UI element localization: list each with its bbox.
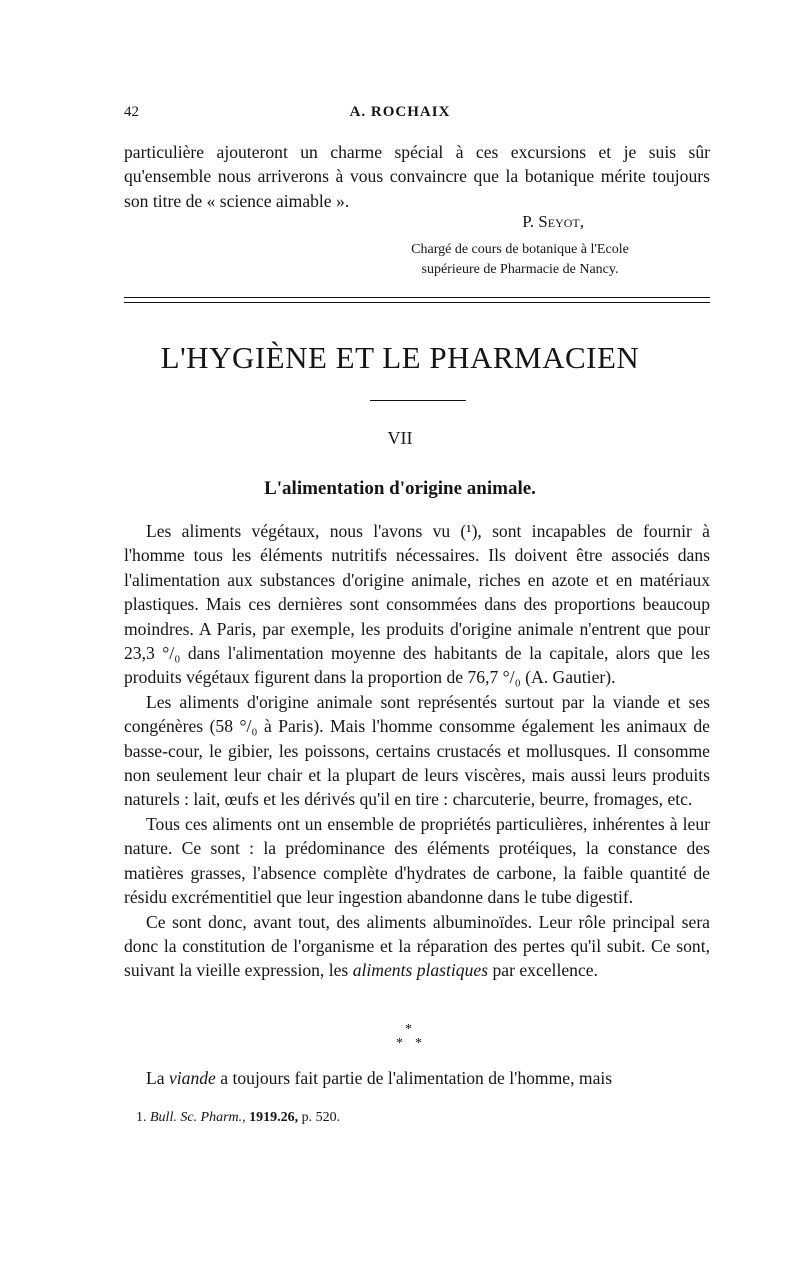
intro-text: particulière ajouteront un charme spécial à ces excursions et je suis sûr qu'ensemble nous arriverons à vous convaincre que la botanique mérite toujours son titre de « science aimable ».: [124, 142, 710, 211]
footnote-journal: Bull. Sc. Pharm.,: [150, 1110, 246, 1125]
running-head: A. ROCHAIX: [349, 104, 451, 120]
paragraph-4-italic: aliments plastiques: [352, 960, 489, 981]
article-body: [124, 519, 710, 983]
asterism-star-top: *: [405, 1022, 412, 1037]
body-paragraph-3: Tous ces aliments ont un ensemble de propriétés particulières, inhérentes à leur nature. Ce sont : la prédominance des éléments protéiques, la constance des matières grasses, l'absence complète d'hydrates de carbone, la faible quantité de résidu excrémentitiel que leur ingestion abandonne dans le tube digestif.: [124, 813, 710, 908]
footnote-volume: 26,: [280, 1110, 299, 1125]
title-rule: [370, 400, 466, 401]
paragraph-4-end: par excellence.: [492, 960, 598, 981]
body-paragraph-1: Les aliments végétaux, nous l'avons vu (¹), sont incapables de fournir à l'homme tous les éléments nutritifs nécessaires. Ils doivent être associés dans l'alimentation aux substances d'origine animale, riches en azote et en matériaux plastiques. Mais ces dernières sont consommées dans des proportions beaucoup moindres. A Paris, par exemple, les produits d'origine animale n'entrent que pour 23,3 °/₀ dans l'alimentation moyenne des habitants de la capitale, alors que les produits végétaux figurent dans la proportion de 76,7 °/₀ (A. Gautier).: [124, 521, 710, 688]
footnote: [136, 1110, 340, 1126]
final-italic: viande: [168, 1068, 216, 1088]
asterism-star-left: *: [396, 1036, 403, 1051]
footnote-page: p. 520.: [301, 1110, 341, 1125]
role-line-1: Chargé de cours de botanique à l'Ecole: [411, 242, 629, 257]
asterism-star-right: *: [415, 1036, 422, 1051]
body-paragraph-2: Les aliments d'origine animale sont représentés surtout par la viande et ses congénères (58 °/₀ à Paris). Mais l'homme consomme également les animaux de basse-cour, le gibier, les poissons, certains crustacés et mollusques. Il consomme non seulement leur chair et la plupart de leurs viscères, mais aussi leurs produits naturels : lait, œufs et les dérivés qu'il en tire : charcuterie, beurre, fromages, etc.: [124, 691, 710, 810]
body-paragraph-4: [124, 910, 710, 983]
final-before: La: [146, 1068, 165, 1088]
page-number: 42: [124, 104, 139, 120]
section-rule-bottom: [124, 302, 710, 303]
section-subtitle: L'alimentation d'origine animale.: [264, 478, 536, 499]
intro-paragraph: [124, 140, 710, 213]
asterism: [384, 1022, 434, 1058]
final-paragraph: [124, 1068, 710, 1089]
article-title: L'HYGIÈNE ET LE PHARMACIEN: [160, 340, 640, 375]
section-rule-top: [124, 297, 710, 298]
footnote-number: 1.: [136, 1110, 147, 1125]
signature-role: [370, 240, 670, 280]
author-name: P. Seyot,: [522, 212, 584, 231]
section-number: VII: [387, 428, 413, 448]
paragraph-4-text: Ce sont donc, avant tout, des aliments albuminoïdes. Leur rôle principal sera donc la constitution de l'organisme et la réparation des pertes qu'il subit. Ce sont, suivant la vieille expression, les: [124, 911, 710, 981]
footnote-year: 1919.: [249, 1110, 281, 1125]
signature-author: [522, 212, 584, 232]
final-after: a toujours fait partie de l'alimentation de l'homme, mais: [220, 1068, 613, 1088]
role-line-2: supérieure de Pharmacie de Nancy.: [421, 262, 619, 277]
